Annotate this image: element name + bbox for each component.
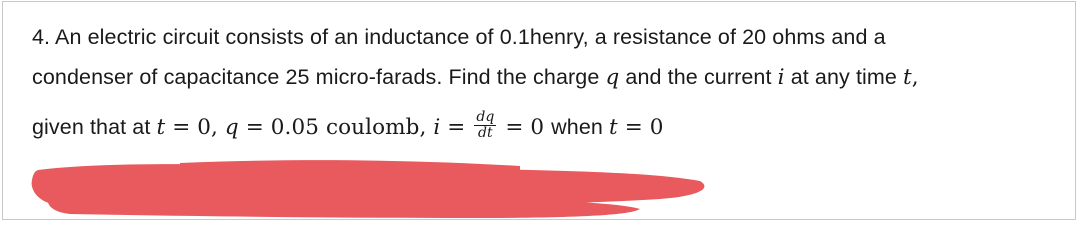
problem-text-line-1: An electric circuit consists of an inductance of 0.1henry, a resistance of 20 ohms and a: [55, 25, 886, 49]
variable-i: i: [777, 65, 785, 90]
text-segment: ,: [911, 65, 919, 90]
variable-t: t: [903, 65, 912, 90]
fraction-denominator: dt: [477, 125, 493, 141]
variable-i: i: [433, 115, 441, 141]
math-segment: = 0: [617, 115, 664, 141]
variable-t: t: [609, 115, 618, 141]
math-segment: = 0.05: [238, 115, 326, 141]
math-segment: = 0: [498, 115, 552, 141]
text-segment: at any time: [784, 65, 904, 89]
text-segment: and the current: [619, 65, 778, 89]
variable-q: q: [605, 65, 620, 90]
text-segment: when: [551, 115, 610, 140]
variable-q: q: [224, 115, 239, 141]
text-segment: given that at: [32, 115, 157, 140]
variable-t: t: [156, 115, 166, 141]
problem-number: 4.: [32, 25, 51, 49]
text-segment: condenser of capacitance 25 micro-farads. Find the charge: [32, 65, 606, 89]
fraction-numerator: dq: [476, 109, 495, 125]
math-segment: coulomb,: [325, 115, 434, 141]
math-segment: = 0,: [165, 115, 225, 141]
math-segment: =: [440, 115, 473, 141]
